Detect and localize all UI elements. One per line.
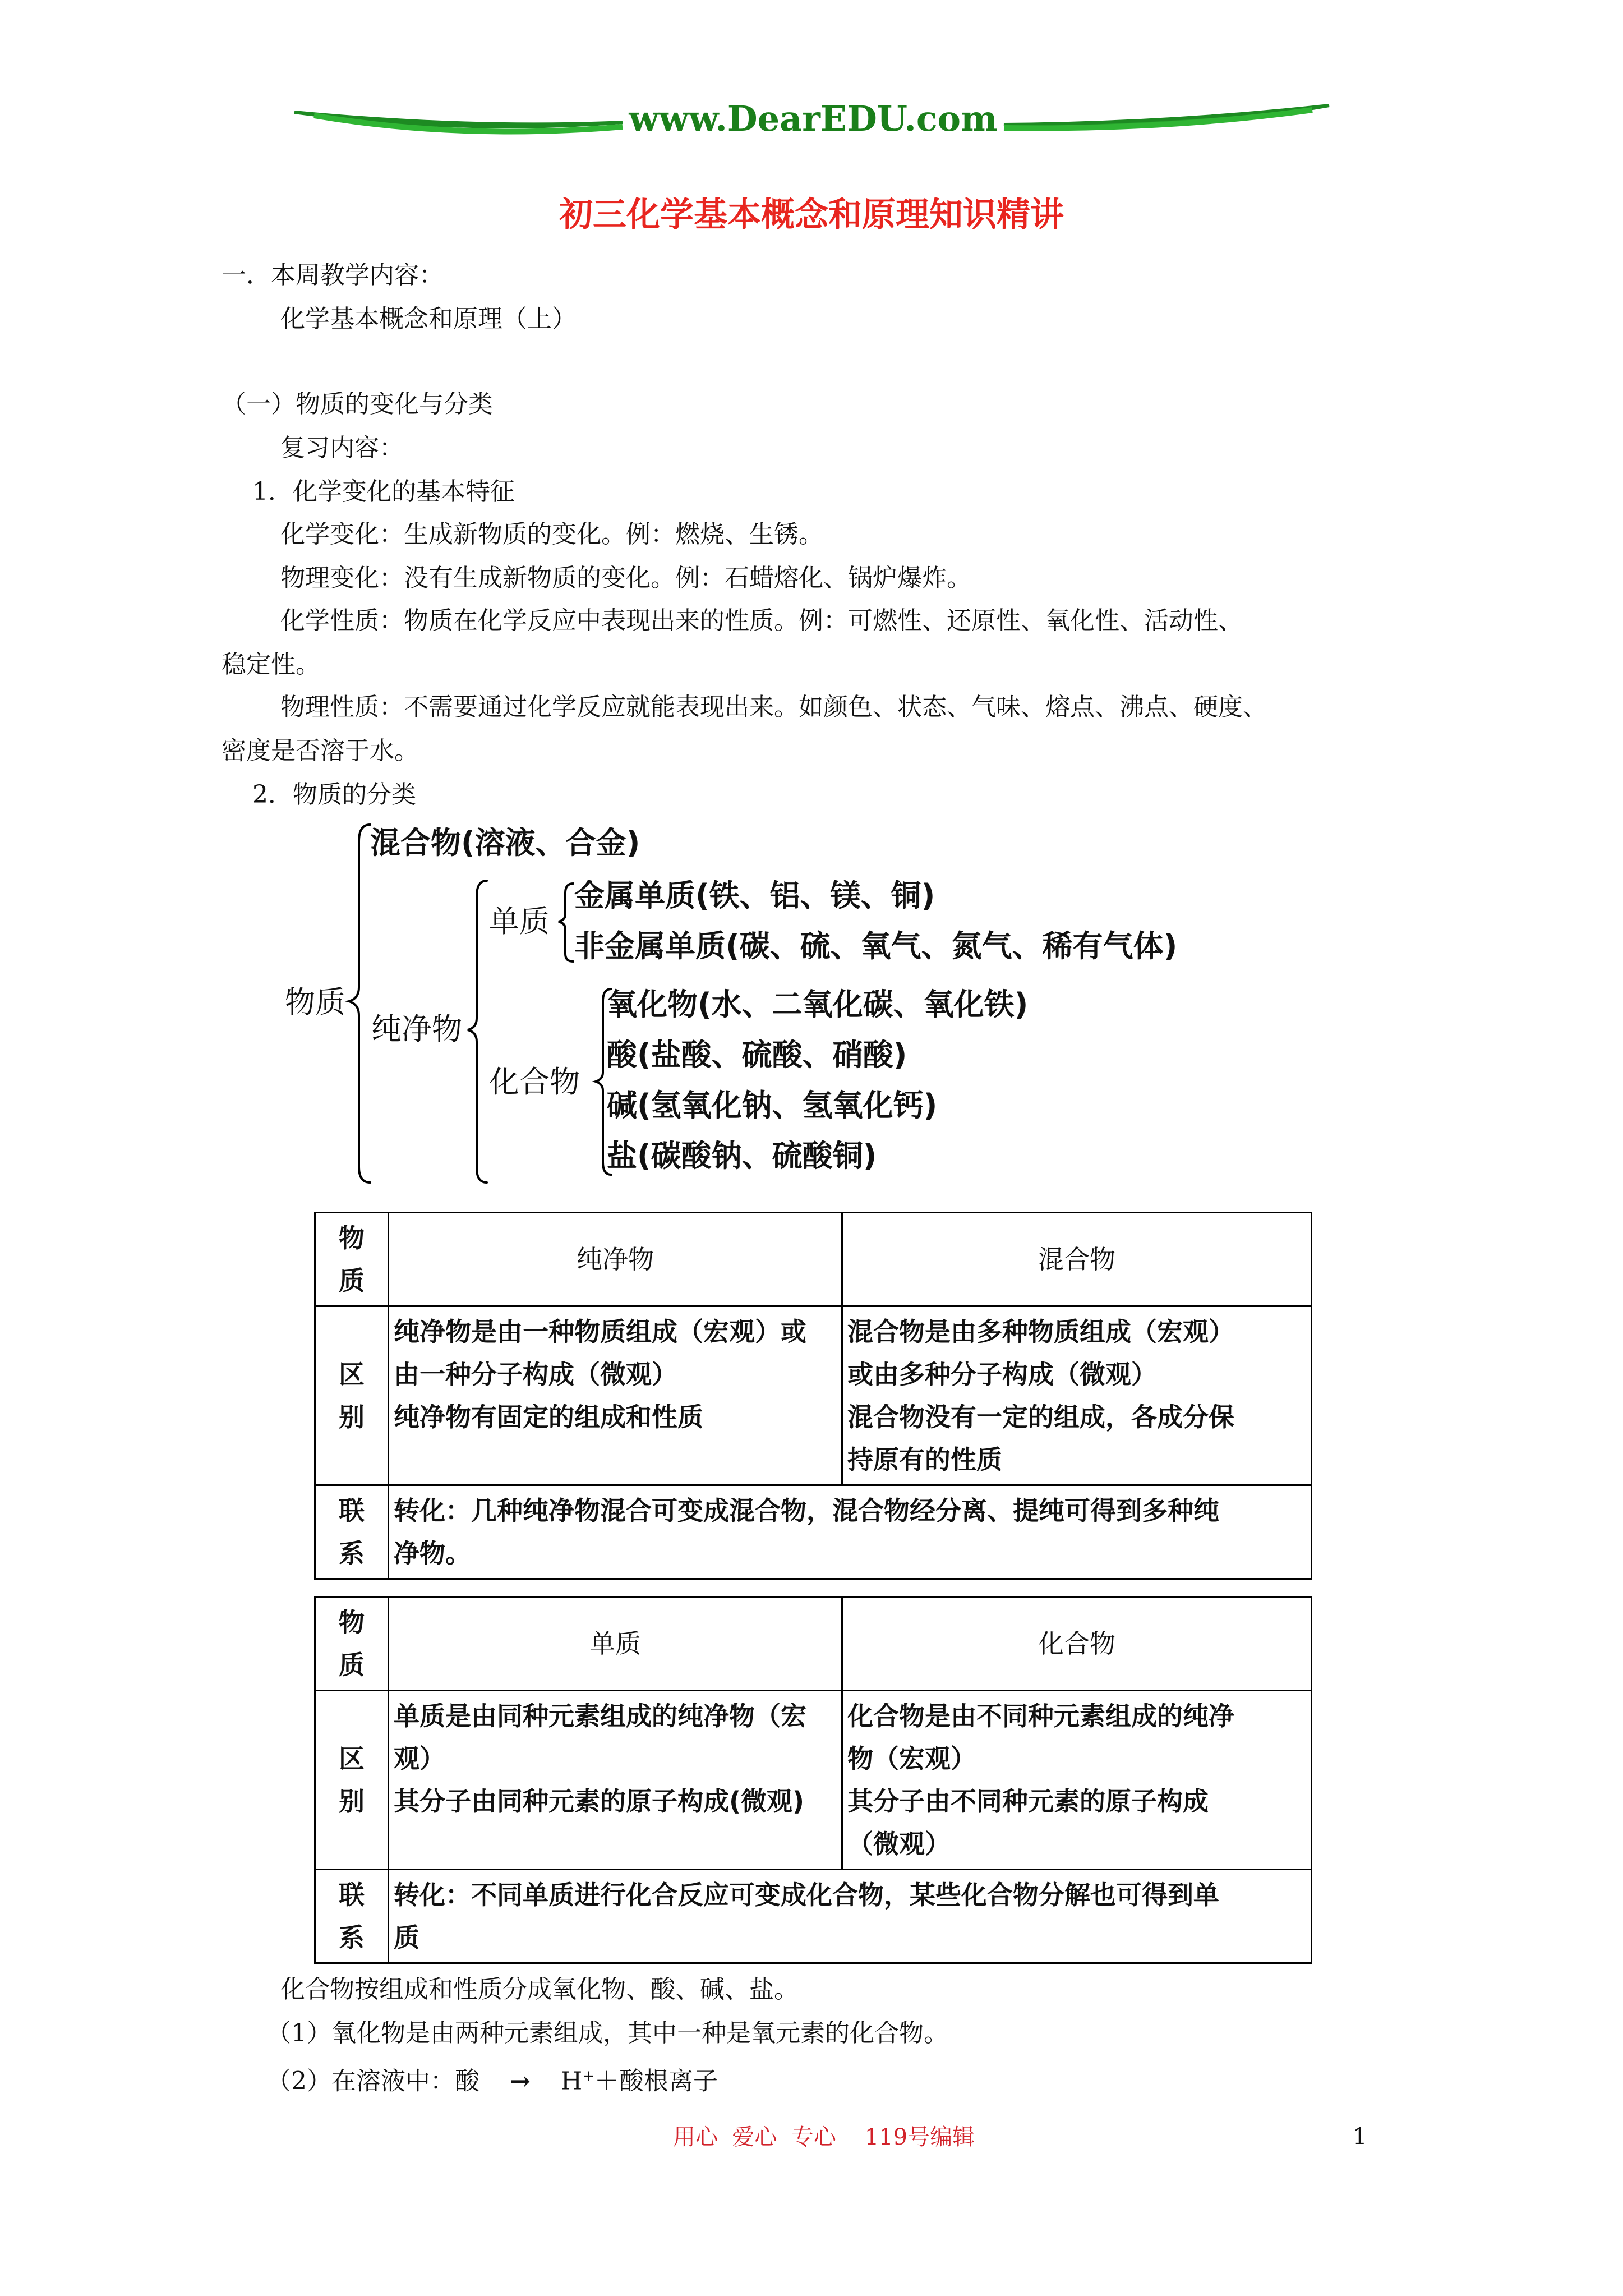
paragraph-compound-classes: 化合物按组成和性质分成氧化物、酸、碱、盐。	[280, 1975, 799, 2004]
tree-salt: 盐(碳酸钠、硫酸铜)	[607, 1138, 877, 1174]
tree-nonmetal-element: 非金属单质(碳、硫、氧气、氮气、稀有气体)	[574, 928, 1178, 964]
table-cell: 转化：几种纯净物混合可变成混合物，混合物经分离、提纯可得到多种纯 净物。	[389, 1485, 1312, 1579]
section-heading-1: 一．本周教学内容：	[222, 261, 444, 289]
table-cell: 单质是由同种元素组成的纯净物（宏 观） 其分子由同种元素的原子构成(微观)	[389, 1691, 842, 1870]
tree-root-substance: 物质	[285, 984, 345, 1020]
point-heading-1: 1．化学变化的基本特征	[252, 477, 515, 506]
table-row	[315, 1213, 1312, 1306]
paragraph-phys-property-cont: 密度是否溶于水。	[222, 737, 419, 765]
table-header-element: 单质	[389, 1597, 842, 1691]
table-cell: 混合物是由多种物质组成（宏观） 或由多种分子构成（微观） 混合物没有一定的组成，各成分保 持原有的性质	[842, 1306, 1312, 1485]
brace-substance	[349, 825, 370, 1182]
table-cell: 物 质	[315, 1597, 389, 1691]
paragraph-oxide-definition: （1）氧化物是由两种元素组成，其中一种是氧元素的化合物。	[266, 2019, 948, 2047]
table-row	[315, 1597, 1312, 1691]
paragraph-chem-property: 化学性质：物质在化学反应中表现出来的性质。例：可燃性、还原性、氧化性、活动性、	[280, 606, 1243, 635]
logo-text: www.DearEDU.com	[629, 98, 998, 139]
point-heading-2: 2．物质的分类	[252, 780, 416, 809]
table-row	[315, 1870, 1312, 1963]
tree-mixture: 混合物(溶液、合金)	[370, 825, 640, 861]
review-label: 复习内容：	[280, 434, 404, 462]
section-heading-2: （一）物质的变化与分类	[222, 390, 493, 418]
table-cell: 联 系	[315, 1870, 389, 1963]
paragraph-chem-property-cont: 稳定性。	[222, 650, 320, 679]
table-cell: 区 别	[315, 1691, 389, 1870]
table-row	[315, 1485, 1312, 1579]
table-cell: 纯净物是由一种物质组成（宏观）或 由一种分子构成（微观） 纯净物有固定的组成和性质	[389, 1306, 842, 1485]
brace-element	[559, 884, 573, 961]
paragraph-acid-ionization: （2）在溶液中：酸 → H+＋酸根离子	[266, 2054, 718, 2104]
tree-oxide: 氧化物(水、二氧化碳、氧化铁)	[607, 987, 1029, 1022]
comparison-table-element-compound	[314, 1596, 1312, 1964]
table-cell: 区 别	[315, 1306, 389, 1485]
table-cell: 物 质	[315, 1213, 389, 1306]
footer-text: 用心 爱心 专心 119号编辑	[673, 2124, 975, 2150]
paragraph-phys-change: 物理变化：没有生成新物质的变化。例：石蜡熔化、锅炉爆炸。	[280, 564, 971, 592]
page-title: 初三化学基本概念和原理知识精讲	[559, 195, 1064, 234]
table-row	[315, 1306, 1312, 1485]
paragraph-phys-property: 物理性质：不需要通过化学反应就能表现出来。如颜色、状态、气味、熔点、沸点、硬度、	[280, 693, 1267, 721]
tree-metal-element: 金属单质(铁、铝、镁、铜)	[574, 878, 935, 913]
table-row	[315, 1691, 1312, 1870]
section-subtitle-1: 化学基本概念和原理（上）	[280, 305, 577, 333]
table-header-pure: 纯净物	[389, 1213, 842, 1306]
arrow-icon: →	[510, 2067, 531, 2096]
table-header-mixture: 混合物	[842, 1213, 1312, 1306]
brace-pure	[468, 881, 487, 1182]
comparison-table-pure-mixture	[314, 1212, 1312, 1580]
page-number: 1	[1353, 2124, 1367, 2150]
tree-base: 碱(氢氧化钠、氢氧化钙)	[607, 1088, 938, 1123]
tree-element: 单质	[489, 904, 550, 939]
table-cell: 联 系	[315, 1485, 389, 1579]
tree-pure: 纯净物	[371, 1011, 462, 1047]
tree-acid: 酸(盐酸、硫酸、硝酸)	[607, 1037, 907, 1073]
tree-compound: 化合物	[489, 1064, 580, 1099]
table-cell: 转化：不同单质进行化合反应可变成化合物，某些化合物分解也可得到单 质	[389, 1870, 1312, 1963]
table-cell: 化合物是由不同种元素组成的纯净 物（宏观） 其分子由不同种元素的原子构成 （微观）	[842, 1691, 1312, 1870]
table-header-compound: 化合物	[842, 1597, 1312, 1691]
paragraph-chem-change: 化学变化：生成新物质的变化。例：燃烧、生锈。	[280, 520, 823, 549]
